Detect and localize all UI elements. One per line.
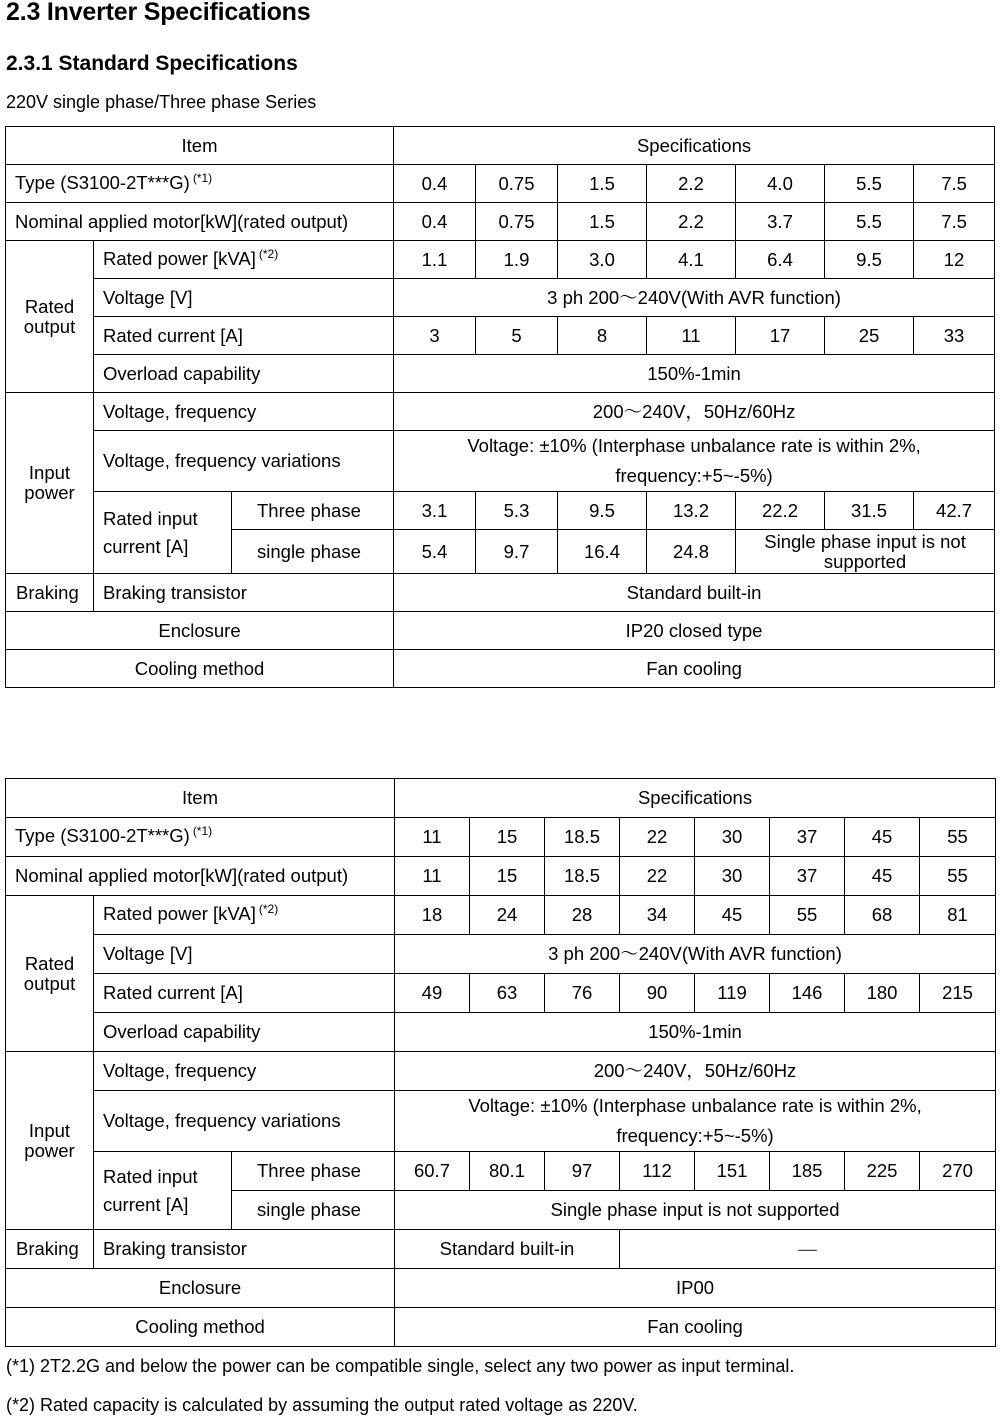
braking-builtin-value: Standard built-in	[395, 1230, 620, 1269]
input-three-value: 97	[545, 1152, 620, 1191]
variations-line-2: frequency:+5~-5%)	[616, 1125, 774, 1146]
overload-value: 150%-1min	[395, 1013, 996, 1052]
voltage-frequency-row	[6, 393, 995, 431]
type-value: 45	[845, 818, 920, 857]
rated-current-value: 17	[736, 317, 825, 355]
variations-row	[6, 431, 995, 492]
footnote-2: (*2) Rated capacity is calculated by assuming the output rated voltage as 220V.	[6, 1395, 638, 1415]
input-three-value: 151	[695, 1152, 770, 1191]
motor-value: 45	[845, 857, 920, 896]
rated-power-value: 81	[920, 896, 996, 935]
input-three-value: 60.7	[395, 1152, 470, 1191]
rated-power-value: 6.4	[736, 241, 825, 279]
cooling-row	[6, 1308, 996, 1347]
motor-value: 11	[395, 857, 470, 896]
motor-value: 37	[770, 857, 845, 896]
rated-output-group-label: Rated output	[6, 241, 94, 393]
overload-row	[6, 355, 995, 393]
voltage-frequency-label: Voltage, frequency	[94, 1052, 395, 1091]
variations-row	[6, 1091, 996, 1152]
rated-power-value: 34	[620, 896, 695, 935]
cooling-label: Cooling method	[6, 650, 394, 688]
type-value: 30	[695, 818, 770, 857]
variations-line-1: Voltage: ±10% (Interphase unbalance rate is within 2%,	[467, 435, 921, 456]
braking-value: Standard built-in	[394, 574, 995, 612]
motor-row	[6, 203, 995, 241]
voltage-row	[6, 935, 996, 974]
input-three-value: 270	[920, 1152, 996, 1191]
three-phase-label: Three phase	[232, 492, 394, 530]
header-row	[6, 127, 995, 165]
rated-power-value: 1.1	[394, 241, 476, 279]
voltage-label: Voltage [V]	[94, 935, 395, 974]
type-value: 7.5	[914, 165, 995, 203]
type-label: Type (S3100-2T***G) $^{(*1)}$	[6, 818, 395, 857]
voltage-frequency-value: 200～240V，50Hz/60Hz	[394, 393, 995, 431]
motor-value: 1.5	[558, 203, 647, 241]
rated-current-value: 11	[647, 317, 736, 355]
input-three-phase-row	[6, 492, 995, 530]
rated-current-value: 33	[914, 317, 995, 355]
enclosure-row	[6, 1269, 996, 1308]
type-value: 55	[920, 818, 996, 857]
item-header: Item	[6, 779, 395, 818]
braking-group-label: Braking	[6, 1230, 94, 1269]
specifications-header: Specifications	[395, 779, 996, 818]
rated-power-value: 4.1	[647, 241, 736, 279]
rated-current-value: 63	[470, 974, 545, 1013]
enclosure-value: IP20 closed type	[394, 612, 995, 650]
input-single-value: 24.8	[647, 530, 736, 574]
input-power-group-label: Input power	[6, 393, 94, 574]
rated-input-current-label: Rated input current [A]	[94, 492, 232, 574]
single-phase-label: single phase	[232, 530, 394, 574]
input-three-value: 13.2	[647, 492, 736, 530]
rated-current-value: 215	[920, 974, 996, 1013]
voltage-value: 3 ph 200～240V(With AVR function)	[395, 935, 996, 974]
rated-current-value: 5	[476, 317, 558, 355]
motor-value: 3.7	[736, 203, 825, 241]
enclosure-row	[6, 612, 995, 650]
motor-value: 7.5	[914, 203, 995, 241]
type-value: 5.5	[825, 165, 914, 203]
input-three-value: 9.5	[558, 492, 647, 530]
overload-label: Overload capability	[94, 355, 394, 393]
motor-value: 0.75	[476, 203, 558, 241]
type-value: 11	[395, 818, 470, 857]
rated-current-label: Rated current [A]	[94, 317, 394, 355]
type-row	[6, 165, 995, 203]
cooling-row	[6, 650, 995, 688]
type-value: 18.5	[545, 818, 620, 857]
input-three-value: 42.7	[914, 492, 995, 530]
enclosure-value: IP00	[395, 1269, 996, 1308]
input-single-value: 16.4	[558, 530, 647, 574]
type-value: 37	[770, 818, 845, 857]
braking-row	[6, 574, 995, 612]
input-three-value: 185	[770, 1152, 845, 1191]
input-three-phase-row	[6, 1152, 996, 1191]
cooling-label: Cooling method	[6, 1308, 395, 1347]
input-single-value: 5.4	[394, 530, 476, 574]
type-value: 4.0	[736, 165, 825, 203]
motor-value: 15	[470, 857, 545, 896]
rated-current-value: 8	[558, 317, 647, 355]
motor-value: 22	[620, 857, 695, 896]
rated-output-group-label: Rated output	[6, 896, 94, 1052]
rated-power-value: 24	[470, 896, 545, 935]
spec-table-small-models	[5, 126, 995, 688]
rated-current-value: 3	[394, 317, 476, 355]
voltage-frequency-row	[6, 1052, 996, 1091]
input-three-value: 31.5	[825, 492, 914, 530]
voltage-frequency-value: 200～240V，50Hz/60Hz	[395, 1052, 996, 1091]
rated-power-value: 45	[695, 896, 770, 935]
motor-value: 55	[920, 857, 996, 896]
rated-power-value: 28	[545, 896, 620, 935]
single-phase-label: single phase	[232, 1191, 395, 1230]
overload-value: 150%-1min	[394, 355, 995, 393]
input-single-value: Single phase input is not supported	[395, 1191, 996, 1230]
variations-value	[395, 1091, 996, 1152]
type-row	[6, 818, 996, 857]
variations-label: Voltage, frequency variations	[94, 431, 394, 492]
rated-current-value: 49	[395, 974, 470, 1013]
input-three-value: 225	[845, 1152, 920, 1191]
type-value: 0.75	[476, 165, 558, 203]
rated-power-row	[6, 241, 995, 279]
input-three-value: 3.1	[394, 492, 476, 530]
series-label: 220V single phase/Three phase Series	[6, 92, 317, 112]
voltage-row	[6, 279, 995, 317]
input-three-value: 80.1	[470, 1152, 545, 1191]
header-row	[6, 779, 996, 818]
input-three-value: 5.3	[476, 492, 558, 530]
rated-current-row	[6, 974, 996, 1013]
input-power-group-label: Input power	[6, 1052, 94, 1230]
enclosure-label: Enclosure	[6, 1269, 395, 1308]
rated-current-value: 146	[770, 974, 845, 1013]
type-value: 0.4	[394, 165, 476, 203]
subsection-heading: 2.3.1 Standard Specifications	[6, 52, 298, 75]
rated-power-value: 12	[914, 241, 995, 279]
rated-current-value: 76	[545, 974, 620, 1013]
footnote-1: (*1) 2T2.2G and below the power can be compatible single, select any two power as input terminal.	[6, 1356, 795, 1376]
variations-value	[394, 431, 995, 492]
motor-value: 30	[695, 857, 770, 896]
rated-power-label: Rated power [kVA] $^{(*2)}$	[94, 896, 395, 935]
input-three-value: 112	[620, 1152, 695, 1191]
braking-transistor-label: Braking transistor	[94, 1230, 395, 1269]
rated-power-value: 68	[845, 896, 920, 935]
rated-power-value: 55	[770, 896, 845, 935]
rated-input-current-label: Rated input current [A]	[94, 1152, 232, 1230]
rated-current-label: Rated current [A]	[94, 974, 395, 1013]
braking-group-label: Braking	[6, 574, 94, 612]
specifications-header: Specifications	[394, 127, 995, 165]
overload-label: Overload capability	[94, 1013, 395, 1052]
motor-value: 18.5	[545, 857, 620, 896]
spec-table-large-models	[5, 778, 996, 1347]
rated-current-value: 119	[695, 974, 770, 1013]
motor-label: Nominal applied motor[kW](rated output)	[6, 203, 394, 241]
overload-row	[6, 1013, 996, 1052]
three-phase-label: Three phase	[232, 1152, 395, 1191]
motor-value: 2.2	[647, 203, 736, 241]
rated-power-label: Rated power [kVA] $^{(*2)}$	[94, 241, 394, 279]
rated-current-row	[6, 317, 995, 355]
rated-power-row	[6, 896, 996, 935]
cooling-value: Fan cooling	[395, 1308, 996, 1347]
type-value: 2.2	[647, 165, 736, 203]
rated-power-value: 3.0	[558, 241, 647, 279]
rated-current-value: 90	[620, 974, 695, 1013]
section-heading: 2.3 Inverter Specifications	[6, 0, 311, 26]
variations-label: Voltage, frequency variations	[94, 1091, 395, 1152]
type-value: 22	[620, 818, 695, 857]
motor-label: Nominal applied motor[kW](rated output)	[6, 857, 395, 896]
braking-transistor-label: Braking transistor	[94, 574, 394, 612]
motor-value: 5.5	[825, 203, 914, 241]
braking-row	[6, 1230, 996, 1269]
item-header: Item	[6, 127, 394, 165]
type-value: 1.5	[558, 165, 647, 203]
input-single-value: 9.7	[476, 530, 558, 574]
voltage-label: Voltage [V]	[94, 279, 394, 317]
voltage-value: 3 ph 200～240V(With AVR function)	[394, 279, 995, 317]
rated-power-value: 1.9	[476, 241, 558, 279]
rated-current-value: 25	[825, 317, 914, 355]
rated-power-value: 18	[395, 896, 470, 935]
enclosure-label: Enclosure	[6, 612, 394, 650]
variations-line-1: Voltage: ±10% (Interphase unbalance rate is within 2%,	[468, 1095, 922, 1116]
type-value: 15	[470, 818, 545, 857]
rated-power-value: 9.5	[825, 241, 914, 279]
rated-current-value: 180	[845, 974, 920, 1013]
variations-line-2: frequency:+5~-5%)	[615, 465, 773, 486]
motor-row	[6, 857, 996, 896]
type-label: Type (S3100-2T***G) $^{(*1)}$	[6, 165, 394, 203]
cooling-value: Fan cooling	[394, 650, 995, 688]
braking-none-value: —	[620, 1230, 996, 1269]
input-three-value: 22.2	[736, 492, 825, 530]
voltage-frequency-label: Voltage, frequency	[94, 393, 394, 431]
input-single-unsupported: Single phase input is not supported	[736, 530, 995, 574]
motor-value: 0.4	[394, 203, 476, 241]
